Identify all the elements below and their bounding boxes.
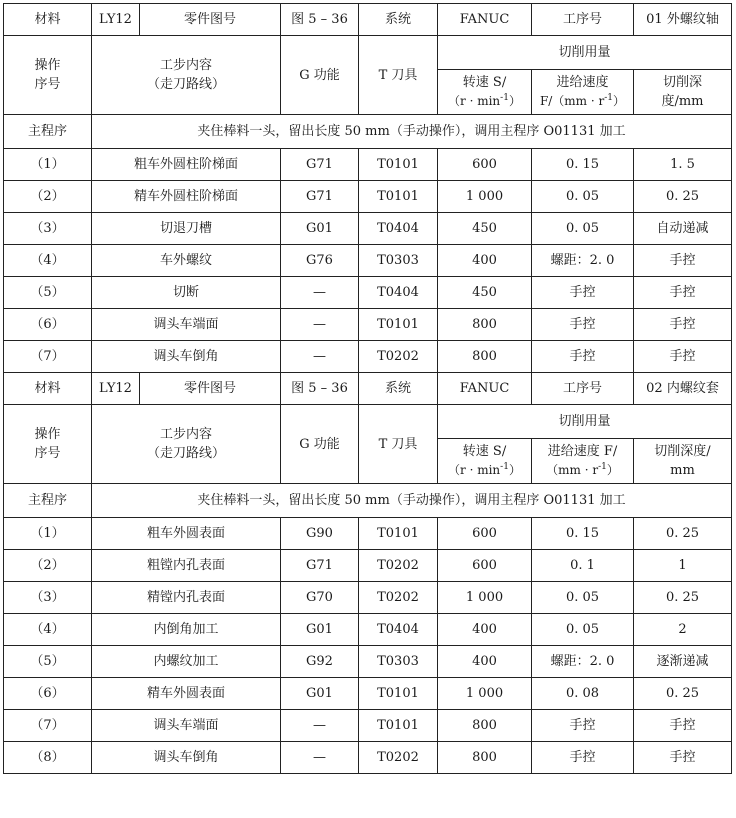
speed-label-1: 转速 S/ [462, 75, 507, 90]
g-code: G76 [281, 245, 359, 277]
spindle-speed: 400 [438, 245, 532, 277]
cut-depth: 2 [634, 614, 732, 646]
spindle-speed: 800 [438, 710, 532, 742]
speed-label-2: $(r \cdot \min^{-1})$ [448, 93, 521, 108]
table-row [4, 341, 732, 373]
feed-label-2: $F/(mm \cdot r^{-1})$ [539, 93, 626, 108]
g-function-header: G 功能 [281, 36, 359, 115]
tool-header: T 刀具 [359, 36, 438, 115]
op-no-label-2: 序号 [34, 77, 61, 92]
spindle-speed: 450 [438, 213, 532, 245]
feed-rate: 手控 [532, 309, 634, 341]
step-no: （5） [4, 646, 92, 678]
g-code: G01 [281, 213, 359, 245]
cut-depth: 0. 25 [634, 678, 732, 710]
feed-label-1: 进给速度 [556, 75, 609, 90]
cut-depth: 自动递减 [634, 213, 732, 245]
table-row [4, 277, 732, 309]
step-no: （1） [4, 518, 92, 550]
cut-depth: 手控 [634, 710, 732, 742]
main-program-row [4, 115, 732, 149]
main-program-label: 主程序 [4, 115, 92, 149]
spindle-speed: 1 000 [438, 181, 532, 213]
cut-depth: 逐渐递减 [634, 646, 732, 678]
feed-rate: 手控 [532, 277, 634, 309]
step-no: （4） [4, 614, 92, 646]
spindle-speed: 800 [438, 309, 532, 341]
material-value: LY12 [92, 4, 140, 36]
table-row [4, 678, 732, 710]
step-content: 调头车倒角 [92, 341, 281, 373]
g-code: — [281, 277, 359, 309]
feed-rate: 0. 05 [532, 213, 634, 245]
spindle-speed: 600 [438, 550, 532, 582]
cutting-params-header: 切削用量 [438, 36, 732, 70]
system-value: FANUC [438, 373, 532, 405]
table-row [4, 149, 732, 181]
g-code: G01 [281, 678, 359, 710]
system-value: FANUC [438, 4, 532, 36]
g-code: G92 [281, 646, 359, 678]
speed-label-2: $(r \cdot \min^{-1})$ [448, 462, 521, 477]
cut-depth: 手控 [634, 341, 732, 373]
material-value: LY12 [92, 373, 140, 405]
step-label-1: 工步内容 [159, 58, 212, 73]
cut-depth: 手控 [634, 309, 732, 341]
table-row [4, 614, 732, 646]
feed-rate: 0. 1 [532, 550, 634, 582]
tool-code: T0404 [359, 277, 438, 309]
step-content: 内螺纹加工 [92, 646, 281, 678]
tool-code: T0101 [359, 710, 438, 742]
step-no: （7） [4, 710, 92, 742]
table-row [4, 646, 732, 678]
subheader-row [4, 36, 732, 70]
tool-code: T0202 [359, 582, 438, 614]
feed-header [532, 70, 634, 115]
header-row [4, 373, 732, 405]
tool-code: T0404 [359, 213, 438, 245]
op-no-label-1: 操作 [34, 58, 61, 73]
step-no: （3） [4, 213, 92, 245]
table-row [4, 309, 732, 341]
step-no: （6） [4, 309, 92, 341]
tool-code: T0202 [359, 742, 438, 774]
cut-depth: 1 [634, 550, 732, 582]
feed-rate: 手控 [532, 710, 634, 742]
part-drawing-value: 图 5 – 36 [281, 373, 359, 405]
step-content: 内倒角加工 [92, 614, 281, 646]
spindle-speed: 450 [438, 277, 532, 309]
feed-label-2: $(mm \cdot r^{-1})$ [546, 462, 619, 477]
tool-code: T0303 [359, 646, 438, 678]
tool-code: T0303 [359, 245, 438, 277]
cut-depth: 0. 25 [634, 181, 732, 213]
step-content: 车外螺纹 [92, 245, 281, 277]
system-label: 系统 [359, 373, 438, 405]
tool-header: T 刀具 [359, 405, 438, 484]
feed-rate: 手控 [532, 341, 634, 373]
step-content: 粗镗内孔表面 [92, 550, 281, 582]
step-label-2: （走刀路线） [146, 446, 225, 461]
speed-header [438, 439, 532, 484]
depth-label-2: 度/mm [661, 94, 704, 109]
table-row [4, 742, 732, 774]
cut-depth: 手控 [634, 245, 732, 277]
g-code: G90 [281, 518, 359, 550]
tool-code: T0202 [359, 550, 438, 582]
g-code: — [281, 710, 359, 742]
op-no-header [4, 405, 92, 484]
op-no-label-2: 序号 [34, 446, 61, 461]
table-row [4, 710, 732, 742]
main-program-text: 夹住棒料一头，留出长度 50 mm（手动操作），调用主程序 O01131 加工 [92, 484, 732, 518]
tool-code: T0202 [359, 341, 438, 373]
process-no-value: 01 外螺纹轴 [634, 4, 732, 36]
op-no-label-1: 操作 [34, 427, 61, 442]
g-code: — [281, 341, 359, 373]
g-code: G71 [281, 550, 359, 582]
feed-rate: 0. 15 [532, 518, 634, 550]
step-no: （6） [4, 678, 92, 710]
part-drawing-label: 零件图号 [140, 373, 281, 405]
speed-header [438, 70, 532, 115]
spindle-speed: 600 [438, 149, 532, 181]
system-label: 系统 [359, 4, 438, 36]
feed-header [532, 439, 634, 484]
feed-rate: 0. 05 [532, 614, 634, 646]
g-code: G71 [281, 149, 359, 181]
spindle-speed: 1 000 [438, 678, 532, 710]
feed-rate: 螺距：2. 0 [532, 646, 634, 678]
feed-rate: 0. 08 [532, 678, 634, 710]
step-label-2: （走刀路线） [146, 77, 225, 92]
depth-header [634, 439, 732, 484]
speed-label-1: 转速 S/ [462, 444, 507, 459]
op-no-header [4, 36, 92, 115]
step-no: （3） [4, 582, 92, 614]
tool-code: T0404 [359, 614, 438, 646]
subheader-row [4, 405, 732, 439]
table-row [4, 550, 732, 582]
process-table-body [4, 4, 732, 774]
spindle-speed: 600 [438, 518, 532, 550]
feed-label-1: 进给速度 F/ [547, 444, 618, 459]
step-label-1: 工步内容 [159, 427, 212, 442]
step-content: 切退刀槽 [92, 213, 281, 245]
part-drawing-value: 图 5 – 36 [281, 4, 359, 36]
process-no-value: 02 内螺纹套 [634, 373, 732, 405]
step-content: 粗车外圆表面 [92, 518, 281, 550]
cutting-params-header: 切削用量 [438, 405, 732, 439]
cut-depth: 1. 5 [634, 149, 732, 181]
feed-rate: 螺距：2. 0 [532, 245, 634, 277]
material-label: 材料 [4, 4, 92, 36]
step-content: 精车外圆表面 [92, 678, 281, 710]
step-content: 精镗内孔表面 [92, 582, 281, 614]
step-no: （8） [4, 742, 92, 774]
header-row [4, 4, 732, 36]
step-header [92, 36, 281, 115]
main-program-text: 夹住棒料一头，留出长度 50 mm（手动操作），调用主程序 O01131 加工 [92, 115, 732, 149]
depth-label-1: 切削深度/ [654, 444, 711, 459]
step-no: （5） [4, 277, 92, 309]
process-no-label: 工序号 [532, 4, 634, 36]
feed-rate: 0. 05 [532, 181, 634, 213]
tool-code: T0101 [359, 181, 438, 213]
spindle-speed: 1 000 [438, 582, 532, 614]
step-no: （2） [4, 550, 92, 582]
tool-code: T0101 [359, 518, 438, 550]
step-header [92, 405, 281, 484]
table-row [4, 181, 732, 213]
depth-label-1: 切削深 [662, 75, 702, 90]
g-code: G01 [281, 614, 359, 646]
step-content: 调头车倒角 [92, 742, 281, 774]
g-code: G71 [281, 181, 359, 213]
table-row [4, 518, 732, 550]
feed-rate: 0. 15 [532, 149, 634, 181]
step-content: 粗车外圆柱阶梯面 [92, 149, 281, 181]
g-function-header: G 功能 [281, 405, 359, 484]
g-code: — [281, 309, 359, 341]
cut-depth: 0. 25 [634, 518, 732, 550]
main-program-row [4, 484, 732, 518]
cut-depth: 手控 [634, 742, 732, 774]
step-no: （7） [4, 341, 92, 373]
main-program-label: 主程序 [4, 484, 92, 518]
cut-depth: 0. 25 [634, 582, 732, 614]
process-card [3, 3, 732, 774]
spindle-speed: 800 [438, 341, 532, 373]
spindle-speed: 400 [438, 614, 532, 646]
depth-label-2: mm [670, 463, 695, 478]
step-content: 调头车端面 [92, 710, 281, 742]
step-no: （2） [4, 181, 92, 213]
spindle-speed: 800 [438, 742, 532, 774]
spindle-speed: 400 [438, 646, 532, 678]
g-code: G70 [281, 582, 359, 614]
step-content: 调头车端面 [92, 309, 281, 341]
table-row [4, 213, 732, 245]
g-code: — [281, 742, 359, 774]
step-no: （4） [4, 245, 92, 277]
process-no-label: 工序号 [532, 373, 634, 405]
tool-code: T0101 [359, 678, 438, 710]
step-content: 切断 [92, 277, 281, 309]
part-drawing-label: 零件图号 [140, 4, 281, 36]
process-table [3, 3, 732, 774]
depth-header [634, 70, 732, 115]
feed-rate: 0. 05 [532, 582, 634, 614]
tool-code: T0101 [359, 309, 438, 341]
material-label: 材料 [4, 373, 92, 405]
step-content: 精车外圆柱阶梯面 [92, 181, 281, 213]
step-no: （1） [4, 149, 92, 181]
feed-rate: 手控 [532, 742, 634, 774]
cut-depth: 手控 [634, 277, 732, 309]
tool-code: T0101 [359, 149, 438, 181]
table-row [4, 582, 732, 614]
table-row [4, 245, 732, 277]
